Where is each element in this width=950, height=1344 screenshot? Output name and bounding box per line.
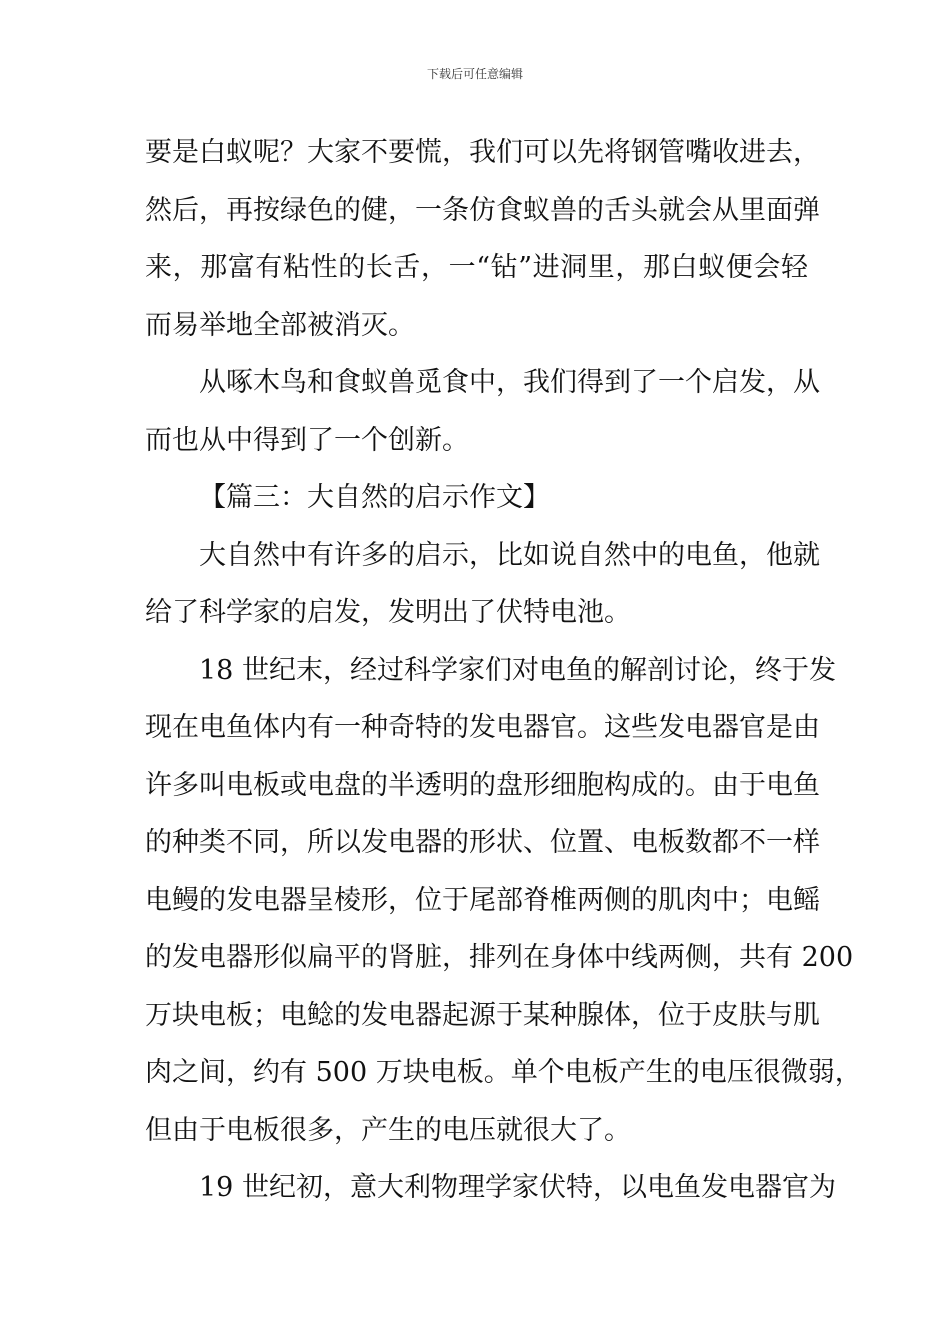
- text-line: 来，那富有粘性的长舌，一“钻”进洞里，那白蚁便会轻: [145, 252, 808, 283]
- text-line: 肉之间，约有 500 万块电板。单个电板产生的电压很微弱，: [145, 1057, 862, 1088]
- text-line: 从啄木鸟和食蚁兽觅食中，我们得到了一个启发，从: [199, 367, 820, 398]
- text-line: 要是白蚁呢？大家不要慌，我们可以先将钢管嘴收进去，: [145, 137, 820, 168]
- text-line: 大自然中有许多的启示，比如说自然中的电鱼，他就: [199, 539, 820, 571]
- document-body: [145, 124, 862, 1217]
- section-heading: 【篇三：大自然的启示作文】: [199, 482, 550, 513]
- text-line: 而也从中得到了一个创新。: [145, 424, 469, 456]
- page-header: 下载后可任意编辑: [426, 67, 523, 81]
- text-line: 许多叫电板或电盘的半透明的盘形细胞构成的。由于电鱼: [145, 769, 820, 801]
- text-line: 19 世纪初，意大利物理学家伏特，以电鱼发电器官为: [199, 1172, 836, 1203]
- text-line: 而易举地全部被消灭。: [145, 309, 415, 341]
- text-line: 但由于电板很多，产生的电压就很大了。: [145, 1114, 631, 1146]
- text-line: 现在电鱼体内有一种奇特的发电器官。这些发电器官是由: [145, 712, 820, 743]
- text-line: 给了科学家的启发，发明出了伏特电池。: [145, 597, 631, 628]
- text-line: 然后，再按绿色的健，一条仿食蚁兽的舌头就会从里面弹: [145, 194, 820, 226]
- text-line: 的种类不同，所以发电器的形状、位置、电板数都不一样: [145, 827, 820, 858]
- text-line: 电鳗的发电器呈棱形，位于尾部脊椎两侧的肌肉中；电鳐: [145, 884, 820, 916]
- text-line: 18 世纪末，经过科学家们对电鱼的解剖讨论，终于发: [199, 654, 836, 686]
- text-line: 的发电器形似扁平的肾脏，排列在身体中线两侧，共有 200: [145, 942, 854, 973]
- text-line: 万块电板；电鲶的发电器起源于某种腺体，位于皮肤与肌: [145, 999, 820, 1031]
